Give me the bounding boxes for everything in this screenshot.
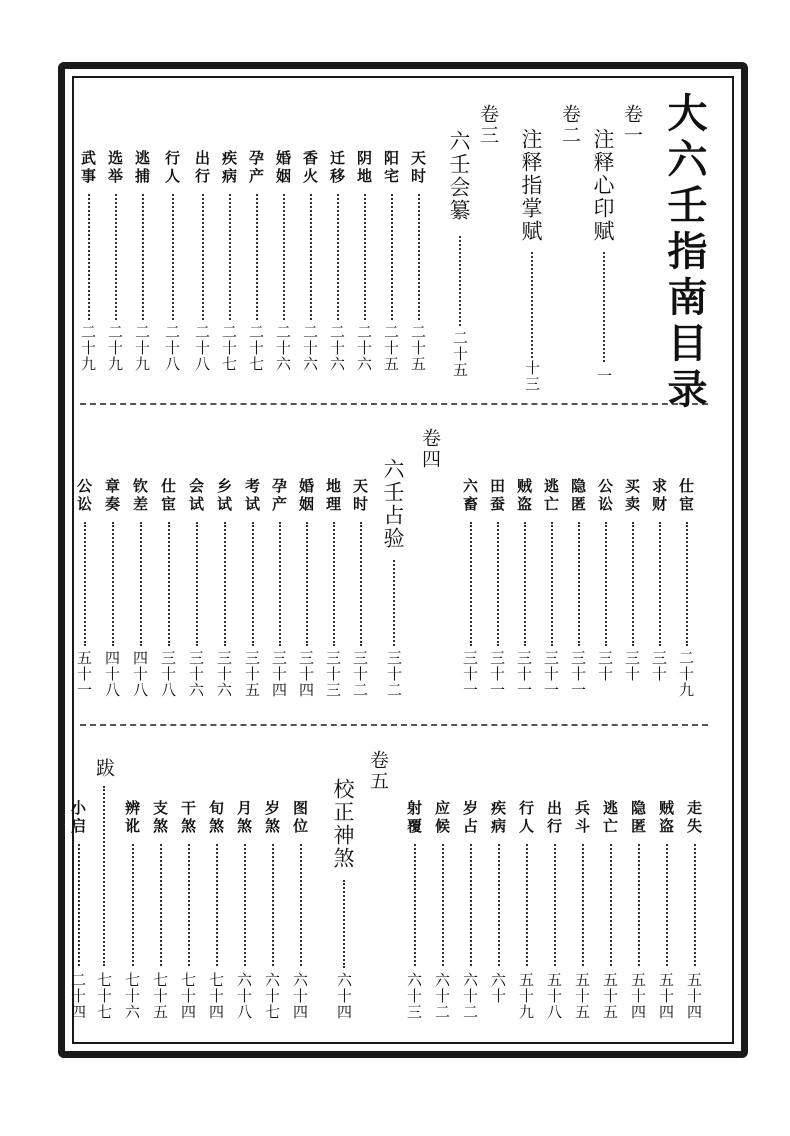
juan1-heading: 卷一 — [621, 104, 643, 146]
entry-leader — [337, 194, 339, 320]
entry-leader — [216, 844, 218, 966]
entry-label: 钦差 — [131, 478, 149, 514]
entry-leader — [526, 844, 528, 966]
entry-leader — [202, 194, 204, 320]
entry-leader — [272, 844, 274, 966]
juan3-leader — [459, 236, 461, 326]
entry-leader — [694, 844, 696, 966]
entry-page: 三十四 — [297, 650, 315, 698]
juan2-page: 十三 — [523, 360, 541, 392]
juan1-item: 注释心印赋 — [591, 128, 615, 243]
entry-label: 出行 — [193, 150, 211, 186]
entry-page: 四十八 — [103, 650, 121, 698]
entry-label: 岁占 — [461, 800, 479, 836]
ba-heading: 跋 — [93, 758, 115, 779]
entry-page: 三十一 — [488, 650, 506, 698]
entry-label: 地理 — [324, 478, 342, 514]
entry-page: 二十六 — [328, 324, 346, 372]
entry-page: 六十 — [489, 972, 507, 1004]
juan1-leader — [603, 252, 605, 362]
entry-label: 兵斗 — [573, 800, 591, 836]
juan5-page: 六十四 — [335, 972, 353, 1020]
entry-label: 阴地 — [355, 150, 373, 186]
entry-page: 三十 — [596, 650, 614, 682]
entry-label: 买卖 — [623, 478, 641, 514]
entry-page: 六十七 — [263, 972, 281, 1020]
entry-leader — [84, 522, 86, 646]
entry-label: 求财 — [650, 478, 668, 514]
entry-label: 天时 — [351, 478, 369, 514]
entry-page: 二十八 — [163, 324, 181, 372]
entry-label: 走失 — [685, 800, 703, 836]
entry-page: 六十二 — [433, 972, 451, 1020]
entry-leader — [300, 844, 302, 966]
entry-page: 三十 — [650, 650, 668, 682]
entry-leader — [686, 522, 688, 646]
entry-label: 疾病 — [489, 800, 507, 836]
entry-page: 六十八 — [235, 972, 253, 1020]
entry-page: 三十三 — [324, 650, 342, 698]
entry-label: 贼盗 — [515, 478, 533, 514]
juan4-heading: 卷四 — [419, 428, 441, 470]
ba-leader — [103, 786, 105, 966]
entry-label: 行人 — [163, 150, 181, 186]
entry-label: 逃亡 — [601, 800, 619, 836]
entry-page: 二十七 — [247, 324, 265, 372]
entry-label: 香火 — [301, 150, 319, 186]
juan2-item: 注释指掌赋 — [519, 128, 543, 243]
entry-label: 公讼 — [596, 478, 614, 514]
entry-label: 武事 — [79, 150, 97, 186]
entry-page: 五十四 — [685, 972, 703, 1020]
entry-page: 三十六 — [215, 650, 233, 698]
entry-page: 七十五 — [151, 972, 169, 1020]
entry-label: 章奏 — [103, 478, 121, 514]
juan5-heading: 卷五 — [367, 750, 389, 792]
xiaoqi-page: 二十四 — [69, 972, 87, 1020]
entry-leader — [244, 844, 246, 966]
entry-label: 孕产 — [247, 150, 265, 186]
juan4-page: 三十二 — [385, 650, 403, 698]
entry-label: 婚姻 — [297, 478, 315, 514]
entry-page: 三十八 — [159, 650, 177, 698]
entry-label: 岁煞 — [263, 800, 281, 836]
entry-page: 二十五 — [382, 324, 400, 372]
entry-label: 射覆 — [405, 800, 423, 836]
entry-leader — [498, 844, 500, 966]
entry-label: 月煞 — [235, 800, 253, 836]
entry-leader — [551, 522, 553, 646]
entry-page: 五十八 — [545, 972, 563, 1020]
entry-leader — [140, 522, 142, 646]
entry-page: 二十九 — [79, 324, 97, 372]
juan5-leader — [343, 880, 345, 968]
entry-leader — [610, 844, 612, 966]
entry-label: 选举 — [106, 150, 124, 186]
entry-leader — [224, 522, 226, 646]
entry-leader — [142, 194, 144, 320]
entry-page: 七十四 — [179, 972, 197, 1020]
ba-page: 七十七 — [95, 972, 113, 1020]
entry-leader — [112, 522, 114, 646]
entry-label: 贼盗 — [657, 800, 675, 836]
entry-leader — [364, 194, 366, 320]
entry-leader — [638, 844, 640, 966]
entry-page: 三十一 — [515, 650, 533, 698]
entry-leader — [360, 522, 362, 646]
entry-leader — [306, 522, 308, 646]
entry-page: 三十一 — [461, 650, 479, 698]
entry-leader — [470, 844, 472, 966]
juan5-item: 校正神煞 — [331, 778, 355, 870]
entry-leader — [391, 194, 393, 320]
entry-leader — [283, 194, 285, 320]
entry-leader — [666, 844, 668, 966]
entry-label: 行人 — [517, 800, 535, 836]
juan3-heading: 卷三 — [477, 104, 499, 146]
entry-page: 七十六 — [123, 972, 141, 1020]
entry-page: 五十九 — [517, 972, 535, 1020]
entry-leader — [497, 522, 499, 646]
entry-leader — [578, 522, 580, 646]
page-title: 大六壬指南目录 — [661, 92, 708, 414]
entry-label: 田蚕 — [488, 478, 506, 514]
entry-leader — [229, 194, 231, 320]
entry-page: 三十二 — [351, 650, 369, 698]
entry-leader — [279, 522, 281, 646]
entry-page: 五十五 — [601, 972, 619, 1020]
entry-leader — [310, 194, 312, 320]
juan3-item: 六壬会纂 — [447, 130, 471, 222]
entry-page: 六十四 — [291, 972, 309, 1020]
juan1-page: 一 — [595, 368, 613, 384]
entry-label: 六畜 — [461, 478, 479, 514]
entry-page: 五十四 — [657, 972, 675, 1020]
entry-page: 三十一 — [542, 650, 560, 698]
entry-page: 三十六 — [187, 650, 205, 698]
entry-label: 仕宦 — [159, 478, 177, 514]
entry-label: 乡试 — [215, 478, 233, 514]
entry-leader — [160, 844, 162, 966]
entry-page: 二十九 — [133, 324, 151, 372]
entry-leader — [256, 194, 258, 320]
entry-leader — [418, 194, 420, 320]
entry-label: 辨讹 — [123, 800, 141, 836]
entry-label: 逃捕 — [133, 150, 151, 186]
entry-page: 二十六 — [355, 324, 373, 372]
entry-label: 隐匿 — [629, 800, 647, 836]
entry-label: 阳宅 — [382, 150, 400, 186]
entry-leader — [605, 522, 607, 646]
section-divider-2 — [80, 724, 708, 726]
entry-page: 五十四 — [629, 972, 647, 1020]
entry-label: 会试 — [187, 478, 205, 514]
entry-label: 孕产 — [270, 478, 288, 514]
entry-page: 三十五 — [243, 650, 261, 698]
entry-label: 干煞 — [179, 800, 197, 836]
entry-label: 逃亡 — [542, 478, 560, 514]
entry-leader — [196, 522, 198, 646]
entry-leader — [524, 522, 526, 646]
entry-leader — [172, 194, 174, 320]
entry-page: 二十九 — [677, 650, 695, 698]
entry-label: 仕宦 — [677, 478, 695, 514]
entry-page: 二十八 — [193, 324, 211, 372]
entry-label: 支煞 — [151, 800, 169, 836]
entry-page: 三十四 — [270, 650, 288, 698]
entry-page: 二十五 — [409, 324, 427, 372]
entry-page: 六十三 — [405, 972, 423, 1020]
entry-leader — [659, 522, 661, 646]
entry-page: 六十二 — [461, 972, 479, 1020]
entry-page: 二十六 — [274, 324, 292, 372]
entry-label: 旬煞 — [207, 800, 225, 836]
entry-label: 疾病 — [220, 150, 238, 186]
entry-leader — [88, 194, 90, 320]
entry-leader — [414, 844, 416, 966]
entry-leader — [442, 844, 444, 966]
juan4-item: 六壬占验 — [381, 458, 405, 550]
entry-leader — [168, 522, 170, 646]
juan2-leader — [531, 252, 533, 358]
entry-label: 图位 — [291, 800, 309, 836]
entry-page: 五十一 — [75, 650, 93, 698]
entry-page: 三十一 — [569, 650, 587, 698]
entry-leader — [252, 522, 254, 646]
entry-page: 七十四 — [207, 972, 225, 1020]
entry-page: 五十五 — [573, 972, 591, 1020]
entry-leader — [582, 844, 584, 966]
section-divider-1 — [80, 403, 708, 405]
entry-label: 考试 — [243, 478, 261, 514]
entry-label: 公讼 — [75, 478, 93, 514]
entry-leader — [470, 522, 472, 646]
xiaoqi-leader — [78, 844, 80, 966]
juan4-leader — [393, 560, 395, 646]
entry-leader — [188, 844, 190, 966]
xiaoqi-label: 小启 — [69, 800, 87, 836]
entry-page: 三十 — [623, 650, 641, 682]
entry-page: 二十七 — [220, 324, 238, 372]
entry-leader — [632, 522, 634, 646]
entry-page: 四十八 — [131, 650, 149, 698]
juan2-heading: 卷二 — [559, 104, 581, 146]
entry-label: 隐匿 — [569, 478, 587, 514]
entry-page: 二十九 — [106, 324, 124, 372]
entry-page: 二十六 — [301, 324, 319, 372]
juan3-page: 二十五 — [451, 330, 469, 378]
entry-label: 婚姻 — [274, 150, 292, 186]
entry-label: 天时 — [409, 150, 427, 186]
entry-label: 迁移 — [328, 150, 346, 186]
entry-leader — [333, 522, 335, 646]
entry-label: 出行 — [545, 800, 563, 836]
entry-leader — [132, 844, 134, 966]
entry-leader — [554, 844, 556, 966]
entry-label: 应候 — [433, 800, 451, 836]
entry-leader — [115, 194, 117, 320]
